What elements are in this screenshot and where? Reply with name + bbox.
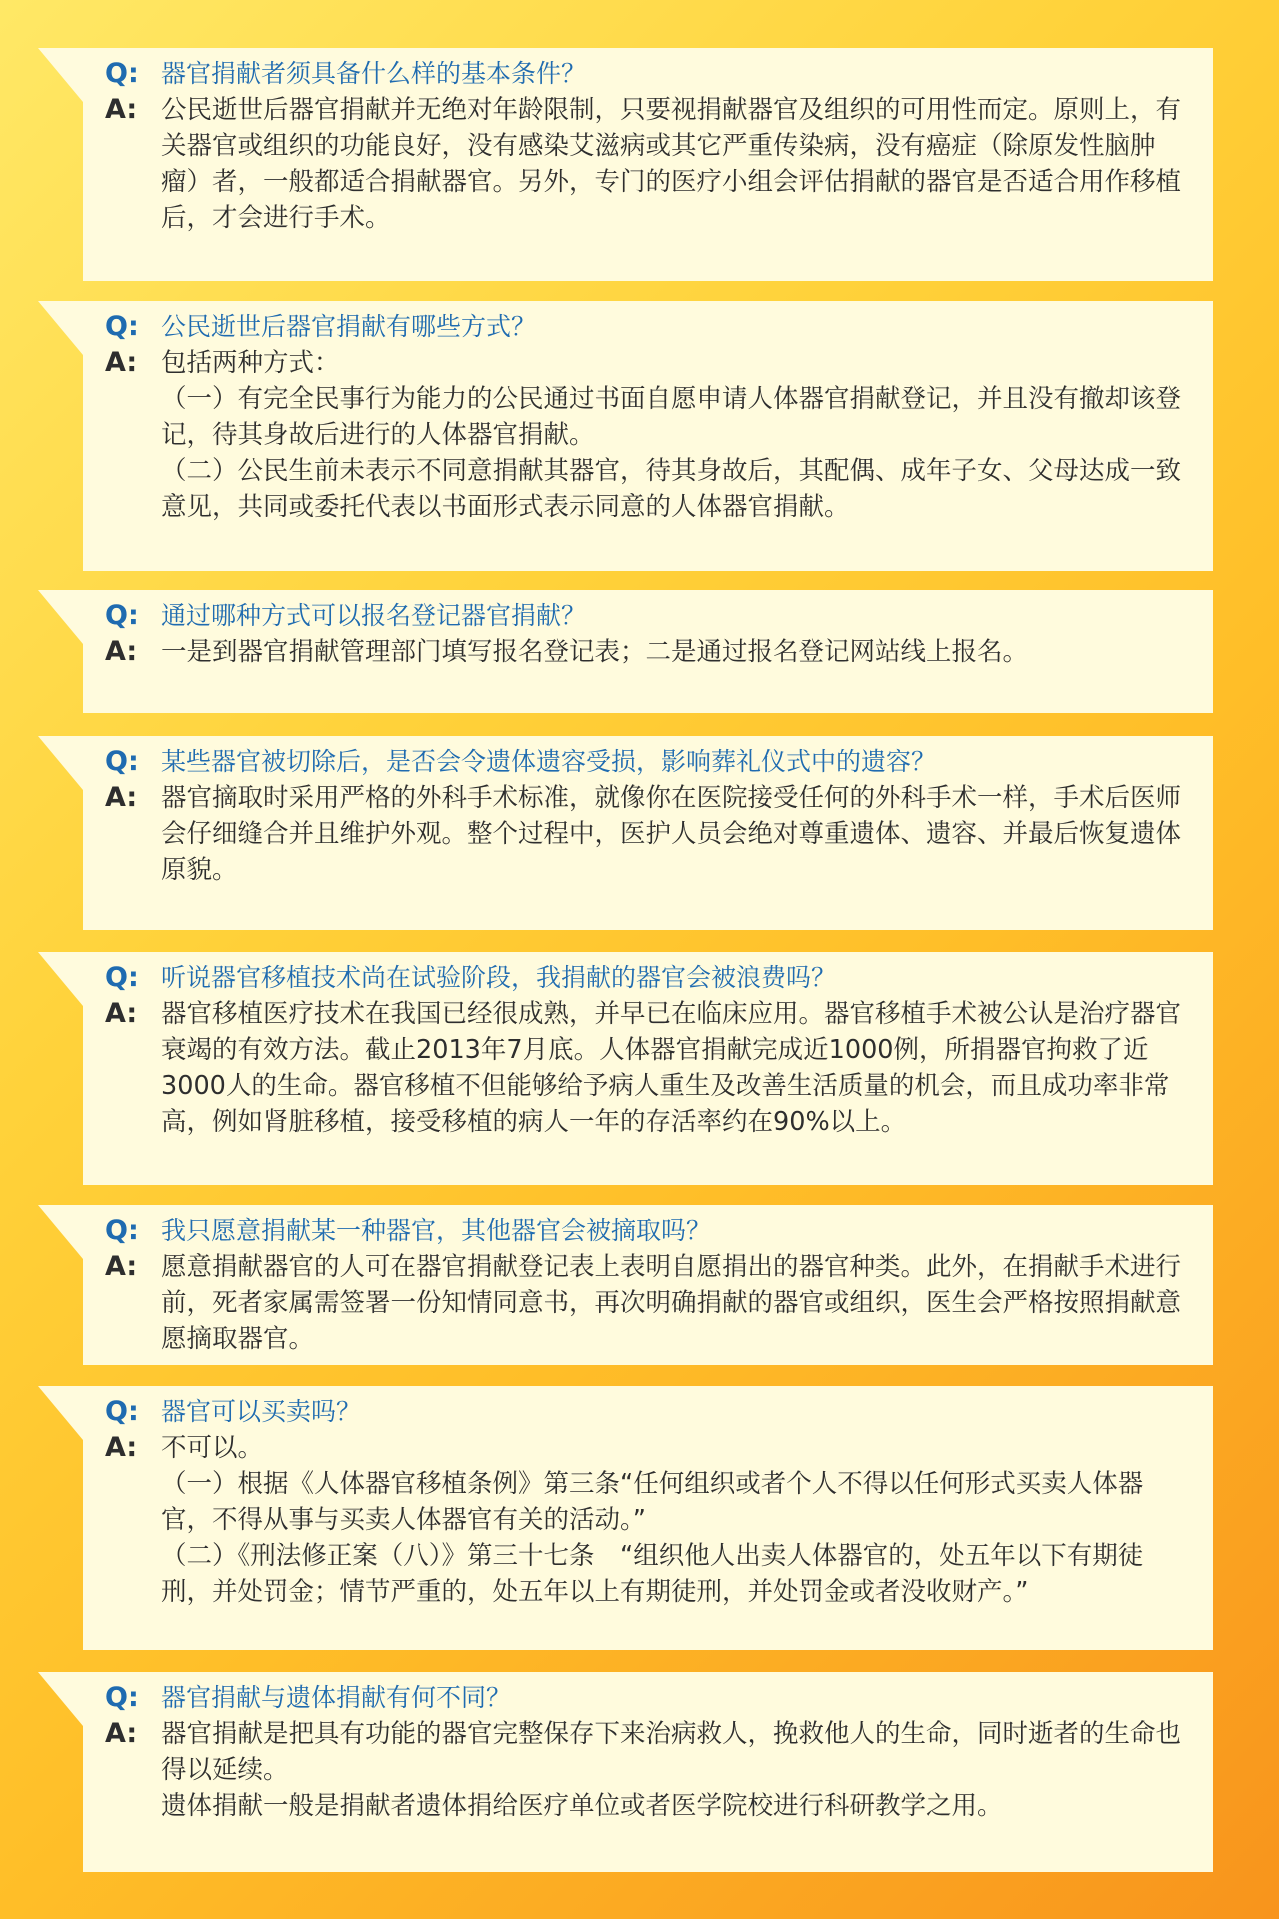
a-label: A: bbox=[105, 998, 138, 1029]
question-text: 某些器官被切除后，是否会令遗体遗容受损，影响葬礼仪式中的遗容？ bbox=[161, 747, 937, 776]
answer-paragraph: （二）《刑法修正案（八）》第三十七条 “组织他人出卖人体器官的，处五年以下有期徒刑，并处罚金；情节严重的，处五年以上有期徒刑，并处罚金或者没收财产。” bbox=[161, 1541, 1144, 1607]
answer-paragraph: 一是到器官捐献管理部门填写报名登记表；二是通过报名登记网站线上报名。 bbox=[161, 637, 1029, 667]
answer-paragraph: 器官捐献是把具有功能的器官完整保存下来治病救人，挽救他人的生命，同时逝者的生命也得以延续。 bbox=[161, 1719, 1182, 1785]
faq-card-6 bbox=[83, 1205, 1213, 1365]
answer-paragraph: 遗体捐献一般是捐献者遗体捐给医疗单位或者医学院校进行科研教学之用。 bbox=[161, 1791, 1003, 1821]
q-label: Q: bbox=[105, 1682, 139, 1713]
answer-paragraph: （一）根据《人体器官移植条例》第三条“任何组织或者个人不得以任何形式买卖人体器官，不得从事与买卖人体器官有关的活动。” bbox=[161, 1469, 1144, 1535]
a-label: A: bbox=[105, 782, 138, 813]
question-text: 器官捐献与遗体捐献有何不同？ bbox=[161, 1683, 512, 1712]
q-label: Q: bbox=[105, 311, 139, 342]
answer-body bbox=[161, 1716, 1193, 1824]
q-label: Q: bbox=[105, 1396, 139, 1427]
faq-card-2 bbox=[83, 301, 1213, 571]
faq-card-1 bbox=[83, 48, 1213, 281]
a-label: A: bbox=[105, 1432, 138, 1463]
question-text: 通过哪种方式可以报名登记器官捐献？ bbox=[161, 601, 587, 630]
question-text: 听说器官移植技术尚在试验阶段，我捐献的器官会被浪费吗？ bbox=[161, 963, 837, 992]
answer-paragraph: 不可以。 bbox=[161, 1433, 264, 1463]
answer-paragraph: （二）公民生前未表示不同意捐献其器官，待其身故后，其配偶、成年子女、父母达成一致意见，共同或委托代表以书面形式表示同意的人体器官捐献。 bbox=[161, 456, 1182, 522]
answer-body bbox=[161, 92, 1193, 236]
answer-paragraph: 器官摘取时采用严格的外科手术标准，就像你在医院接受任何的外科手术一样，手术后医师会仔细缝合并且维护外观。整个过程中，医护人员会绝对尊重遗体、遗容、并最后恢复遗体原貌。 bbox=[161, 783, 1182, 885]
answer-body bbox=[161, 345, 1193, 525]
a-label: A: bbox=[105, 347, 138, 378]
faq-card-4 bbox=[83, 736, 1213, 930]
question-text: 器官捐献者须具备什么样的基本条件？ bbox=[161, 59, 587, 88]
question-text: 器官可以买卖吗？ bbox=[161, 1397, 362, 1426]
q-label: Q: bbox=[105, 1215, 139, 1246]
a-label: A: bbox=[105, 636, 138, 667]
answer-body bbox=[161, 634, 1193, 670]
faq-card-8 bbox=[83, 1672, 1213, 1872]
question-text: 公民逝世后器官捐献有哪些方式？ bbox=[161, 312, 537, 341]
answer-body bbox=[161, 996, 1193, 1140]
answer-paragraph: （一）有完全民事行为能力的公民通过书面自愿申请人体器官捐献登记，并且没有撤却该登记，待其身故后进行的人体器官捐献。 bbox=[161, 384, 1182, 450]
answer-paragraph: 器官移植医疗技术在我国已经很成熟，并早已在临床应用。器官移植手术被公认是治疗器官衰竭的有效方法。截止2013年7月底。人体器官捐献完成近1000例，所捐器官拘救了近3000人的生命。器官移植不但能够给予病人重生及改善生活质量的机会，而且成功率非常高，例如肾脏移植，接受移植的病人一年的存活率约在90%以上。 bbox=[161, 999, 1182, 1137]
a-label: A: bbox=[105, 94, 138, 125]
answer-paragraph: 公民逝世后器官捐献并无绝对年龄限制，只要视捐献器官及组织的可用性而定。原则上，有关器官或组织的功能良好，没有感染艾滋病或其它严重传染病，没有癌症（除原发性脑肿瘤）者，一般都适合捐献器官。另外，专门的医疗小组会评估捐献的器官是否适合用作移植后，才会进行手术。 bbox=[161, 95, 1182, 233]
faq-card-5 bbox=[83, 952, 1213, 1185]
q-label: Q: bbox=[105, 962, 139, 993]
answer-body bbox=[161, 1430, 1193, 1610]
answer-paragraph: 包括两种方式： bbox=[161, 348, 340, 378]
a-label: A: bbox=[105, 1718, 138, 1749]
question-text: 我只愿意捐献某一种器官，其他器官会被摘取吗？ bbox=[161, 1216, 712, 1245]
q-label: Q: bbox=[105, 58, 139, 89]
q-label: Q: bbox=[105, 600, 139, 631]
faq-card-3 bbox=[83, 590, 1213, 713]
answer-body bbox=[161, 780, 1193, 888]
q-label: Q: bbox=[105, 746, 139, 777]
faq-card-7 bbox=[83, 1386, 1213, 1650]
answer-body bbox=[161, 1249, 1193, 1357]
a-label: A: bbox=[105, 1251, 138, 1282]
answer-paragraph: 愿意捐献器官的人可在器官捐献登记表上表明自愿捐出的器官种类。此外，在捐献手术进行前，死者家属需签署一份知情同意书，再次明确捐献的器官或组织，医生会严格按照捐献意愿摘取器官。 bbox=[161, 1252, 1182, 1354]
